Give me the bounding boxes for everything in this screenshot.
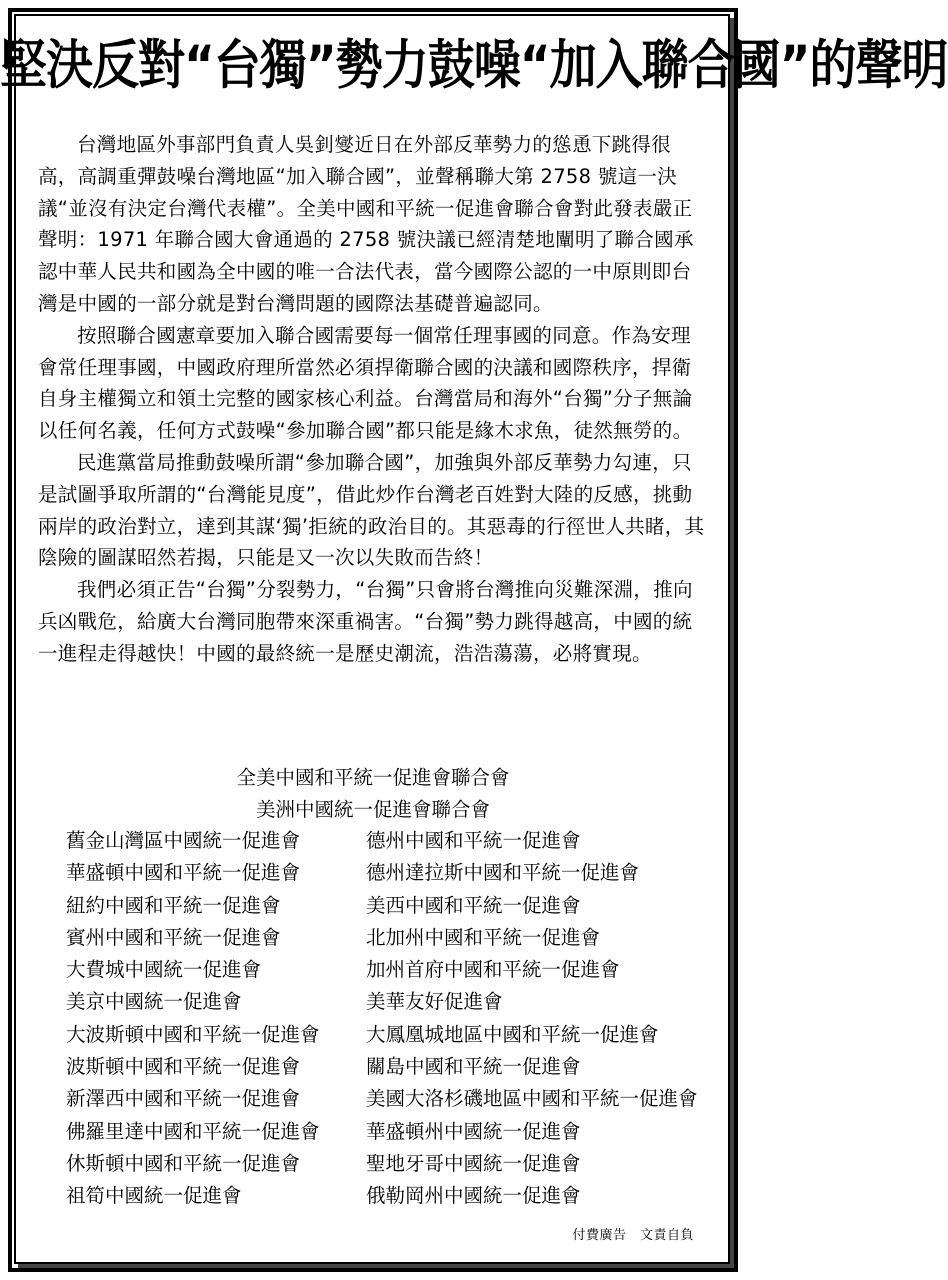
- signer-name: 華盛頓中國和平統一促進會: [66, 861, 301, 885]
- signer-name: 德州達拉斯中國和平統一促進會: [366, 861, 640, 885]
- signer-name: 大波斯頓中國和平統一促進會: [66, 1022, 320, 1046]
- signer-name: 美京中國統一促進會: [66, 990, 242, 1014]
- statement-title: 堅決反對“台獨”勢力鼓噪“加入聯合國”的聲明: [0, 34, 948, 97]
- signer-name: 祖筍中國統一促進會: [66, 1184, 242, 1208]
- main-signers: [0, 762, 746, 826]
- signer-name: 美西中國和平統一促進會: [366, 893, 581, 917]
- signer-name: 關島中國和平統一促進會: [366, 1055, 581, 1079]
- signer-name: 波斯頓中國和平統一促進會: [66, 1055, 301, 1079]
- paragraph-4: 我們必須正告“台獨”分裂勢力，“台獨”只會將台灣推向災難深淵，推向兵凶戰危，給廣大台灣同胞帶來深重禍害。“台獨”勢力跳得越高，中國的統一進程走得越快！中國的最終統一是歷史潮流，浩浩蕩蕩，必將實現。: [38, 578, 693, 665]
- paragraph-2: 按照聯合國憲章要加入聯合國需要每一個常任理事國的同意。作為安理會常任理事國，中國政府理所當然必須捍衛聯合國的決議和國際秩序，捍衛自身主權獨立和領土完整的國家核心利益。台灣當局和海外“台獨”分子無論以任何名義，任何方式鼓噪“參加聯合國”都只能是緣木求魚，徒然無勞的。: [38, 323, 693, 443]
- paragraph-3: 民進黨當局推動鼓噪所謂“參加聯合國”，加強與外部反華勢力勾連，只是試圖爭取所謂的“台灣能見度”，借此炒作台灣老百姓對大陸的反感，挑動兩岸的政治對立，達到其謀‘獨’拒統的政治目的。其惡毒的行徑世人共睹，其陰險的圖謀昭然若揭，只能是又一次以失敗而告終！: [38, 450, 705, 570]
- signer-name: 佛羅里達中國和平統一促進會: [66, 1119, 320, 1143]
- main-signer: 全美中國和平統一促進會聯合會: [236, 766, 510, 789]
- signer-name: 美國大洛杉磯地區中國和平統一促進會: [366, 1087, 698, 1111]
- signer-column-right: [366, 825, 698, 1213]
- signer-name: 華盛頓州中國統一促進會: [366, 1119, 581, 1143]
- signer-name: 俄勒岡州中國統一促進會: [366, 1184, 581, 1208]
- signer-name: 舊金山灣區中國統一促進會: [66, 829, 301, 852]
- signer-name: 德州中國和平統一促進會: [366, 829, 581, 852]
- signer-name: 休斯頓中國和平統一促進會: [66, 1151, 301, 1175]
- signer-name: 北加州中國和平統一促進會: [366, 925, 601, 949]
- signer-name: 賓州中國和平統一促進會: [66, 925, 281, 949]
- main-signer: 美洲中國統一促進會聯合會: [255, 798, 490, 821]
- signer-name: 大鳳凰城地區中國和平統一促進會: [366, 1022, 659, 1046]
- signer-name: 加州首府中國和平統一促進會: [366, 958, 620, 982]
- signer-name: 大費城中國統一促進會: [66, 958, 262, 982]
- signer-column-left: [66, 825, 320, 1213]
- paid-ad-note: 付費廣告 文責自負: [572, 1228, 694, 1243]
- statement-body: [38, 129, 708, 670]
- signer-name: 聖地牙哥中國統一促進會: [366, 1151, 581, 1175]
- paragraph-1: 台灣地區外事部門負責人吳釗燮近日在外部反華勢力的慫恿下跳得很高，高調重彈鼓噪台灣地區“加入聯合國”，並聲稱聯大第 2758 號這一決議“並沒有決定台灣代表權”。全美中國和平統一促進會聯合會對此發表嚴正聲明：1971 年聯合國大會通過的 2758 號決議已經清楚地闡明了聯合國承認中華人民共和國為全中國的唯一合法代表，當今國際公認的一中原則即台灣是中國的一部分就是對台灣問題的國際法基礎普遍認同。: [38, 133, 694, 315]
- signer-name: 美華友好促進會: [366, 990, 503, 1014]
- signer-name: 新澤西中國和平統一促進會: [66, 1087, 301, 1111]
- signer-name: 紐約中國和平統一促進會: [66, 893, 281, 917]
